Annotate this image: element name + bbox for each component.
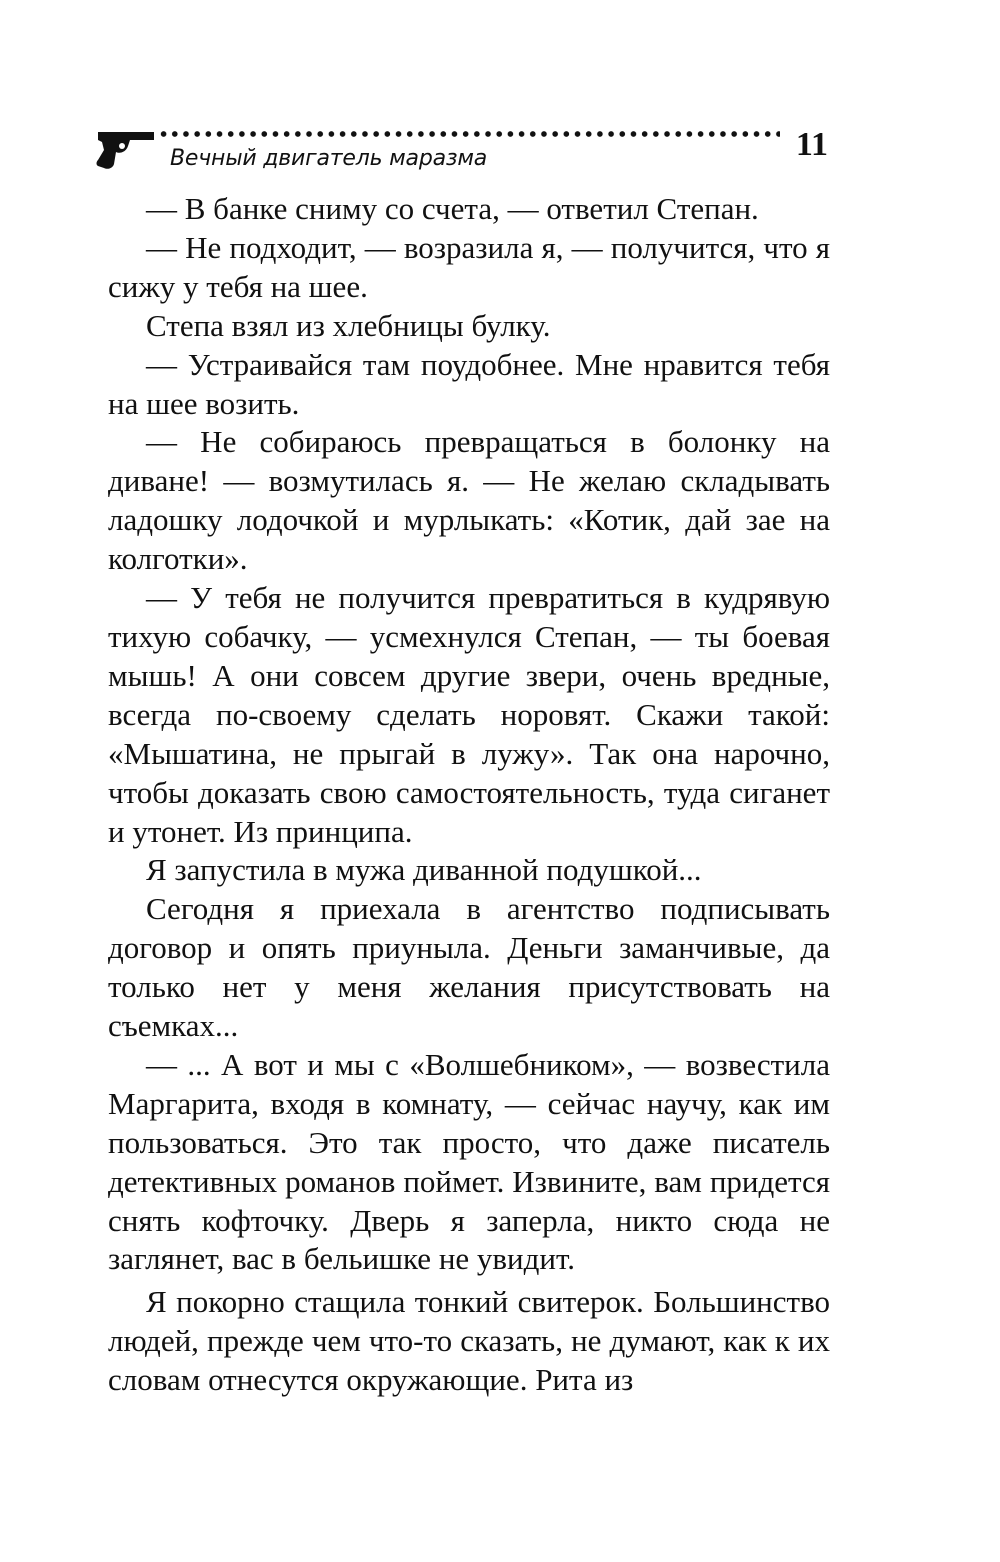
paragraph: — У тебя не получится превратиться в кудрявую тихую собачку, — усмехнулся Степан, — ты боевая мышь! А они совсем другие звери, очень вредные, всегда по-своему сделать норовят. Скажи такой: «Мышатина, не прыгай в лужу». Так она нарочно, чтобы доказать свою самостоятельность, туда сиганет и утонет. Из принципа. <box>108 580 830 849</box>
running-header <box>96 120 836 180</box>
paragraph: — Устраивайся там поудобнее. Мне нравится тебя на шее возить. <box>108 346 830 421</box>
paragraph: Степа взял из хлебницы булку. <box>146 307 551 343</box>
paragraph: Сегодня я приехала в агентство подписывать договор и опять приуныла. Деньги заманчивые, да только нет у меня желания присутствовать на съемках... <box>108 891 830 1044</box>
paragraph: — Не подходит, — возразила я, — получится, что я сижу у тебя на шее. <box>108 229 830 304</box>
paragraph: Я покорно стащила тонкий свитерок. Большинство людей, прежде чем что-то сказать, не думают, как к их словам отнесутся окружающие. Рита из <box>108 1284 830 1398</box>
page-number: 11 <box>795 126 828 163</box>
body-text <box>108 190 830 1400</box>
paragraph: — ... А вот и мы с «Волшебником», — возвестила Маргарита, входя в комнату, — сейчас научу, как им пользоваться. Это так просто, что даже писатель детективных романов поймет. Извините, вам придется снять кофточку. Дверь я заперла, никто сюда не заглянет, вас в бельишке не увидит. <box>108 1046 830 1277</box>
paragraph: — Не собираюсь превращаться в болонку на диване! — возмутилась я. — Не желаю складывать ладошку лодочкой и мурлыкать: «Котик, дай зае на колготки». <box>108 424 830 577</box>
paragraph: Я запустила в мужа диванной подушкой... <box>146 852 702 888</box>
revolver-icon <box>96 128 156 172</box>
running-title: Вечный двигатель маразма <box>170 146 488 171</box>
dotted-rule <box>158 130 780 138</box>
paragraph: — В банке сниму со счета, — ответил Степан. <box>146 191 759 226</box>
